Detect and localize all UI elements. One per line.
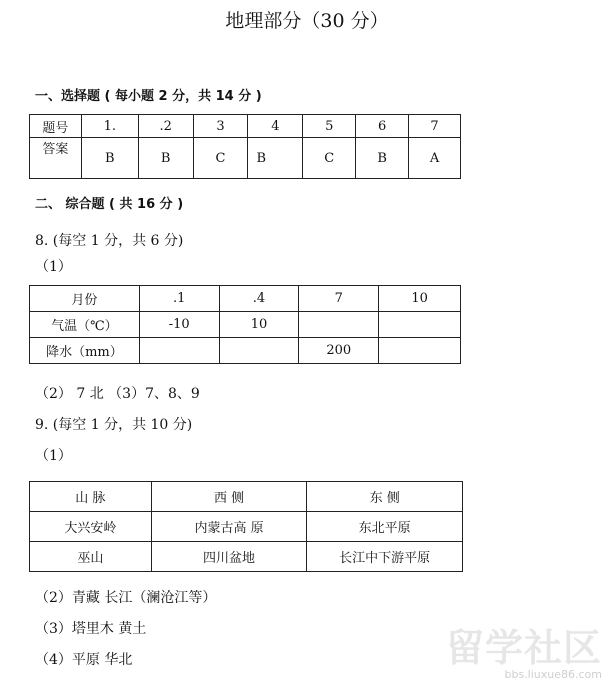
table-cell: 10 <box>219 312 299 338</box>
q8-table <box>29 285 461 364</box>
table-row <box>30 312 461 338</box>
table-cell <box>379 312 461 338</box>
table-row <box>30 138 461 179</box>
table-cell: 东 侧 <box>307 482 463 512</box>
q9-answer-3: （3）塔里木 黄土 <box>35 621 147 637</box>
q9-answer-2: （2）青藏 长江（澜沧江等） <box>35 590 217 606</box>
q8-answers-line: （2） 7 北 （3）7、8、9 <box>35 386 200 402</box>
watermark-logo: 留学社区 <box>445 626 602 670</box>
table-cell: A <box>409 138 461 179</box>
table-cell: 月份 <box>30 286 140 312</box>
table-cell: B <box>356 138 409 179</box>
table-cell: 1. <box>81 115 138 138</box>
watermark-url: bbs.liuxue86.com <box>504 668 602 681</box>
table-cell: B <box>81 138 138 179</box>
table-cell: -10 <box>139 312 219 338</box>
table-cell: .2 <box>138 115 193 138</box>
watermark <box>446 628 602 681</box>
table-cell: 山 脉 <box>30 482 152 512</box>
q9-header: 9. (每空 1 分，共 10 分) <box>35 417 193 433</box>
table-cell: 题号 <box>30 115 82 138</box>
section2-heading: 二、 综合题 ( 共 16 分 ) <box>35 197 184 212</box>
table-cell: 7 <box>409 115 461 138</box>
page-title: 地理部分（30 分） <box>225 10 389 32</box>
table-cell: 4 <box>248 115 303 138</box>
answer-table <box>29 114 461 179</box>
q8-header: 8. (每空 1 分，共 6 分) <box>35 233 184 249</box>
table-cell: 内蒙古高 原 <box>151 512 307 542</box>
table-row <box>30 115 461 138</box>
table-cell: B <box>248 138 303 179</box>
table-row <box>30 482 463 512</box>
table-cell: 3 <box>193 115 248 138</box>
table-cell: 气温（℃） <box>30 312 140 338</box>
q8-part1: （1） <box>35 259 72 275</box>
table-row <box>30 542 463 572</box>
table-cell: 东北平原 <box>307 512 463 542</box>
table-row <box>30 286 461 312</box>
table-cell <box>379 338 461 364</box>
table-cell: 10 <box>379 286 461 312</box>
table-cell <box>219 338 299 364</box>
table-cell: C <box>303 138 356 179</box>
table-cell: .4 <box>219 286 299 312</box>
table-cell: 6 <box>356 115 409 138</box>
table-cell: 降水（mm） <box>30 338 140 364</box>
section1-heading: 一、选择题 ( 每小题 2 分，共 14 分 ) <box>35 89 262 104</box>
q9-table <box>29 481 463 572</box>
table-cell <box>139 338 219 364</box>
table-cell: .1 <box>139 286 219 312</box>
table-cell: 巫山 <box>30 542 152 572</box>
table-row <box>30 338 461 364</box>
table-cell: 200 <box>299 338 379 364</box>
table-cell: 西 侧 <box>151 482 307 512</box>
table-cell: 大兴安岭 <box>30 512 152 542</box>
table-cell: 7 <box>299 286 379 312</box>
table-cell: B <box>138 138 193 179</box>
table-cell: 长江中下游平原 <box>307 542 463 572</box>
q9-answer-4: （4）平原 华北 <box>35 652 133 668</box>
q9-part1: （1） <box>35 448 72 464</box>
table-row <box>30 512 463 542</box>
table-cell: 四川盆地 <box>151 542 307 572</box>
table-cell: C <box>193 138 248 179</box>
table-cell: 答案 <box>30 138 82 179</box>
table-cell <box>299 312 379 338</box>
table-cell: 5 <box>303 115 356 138</box>
